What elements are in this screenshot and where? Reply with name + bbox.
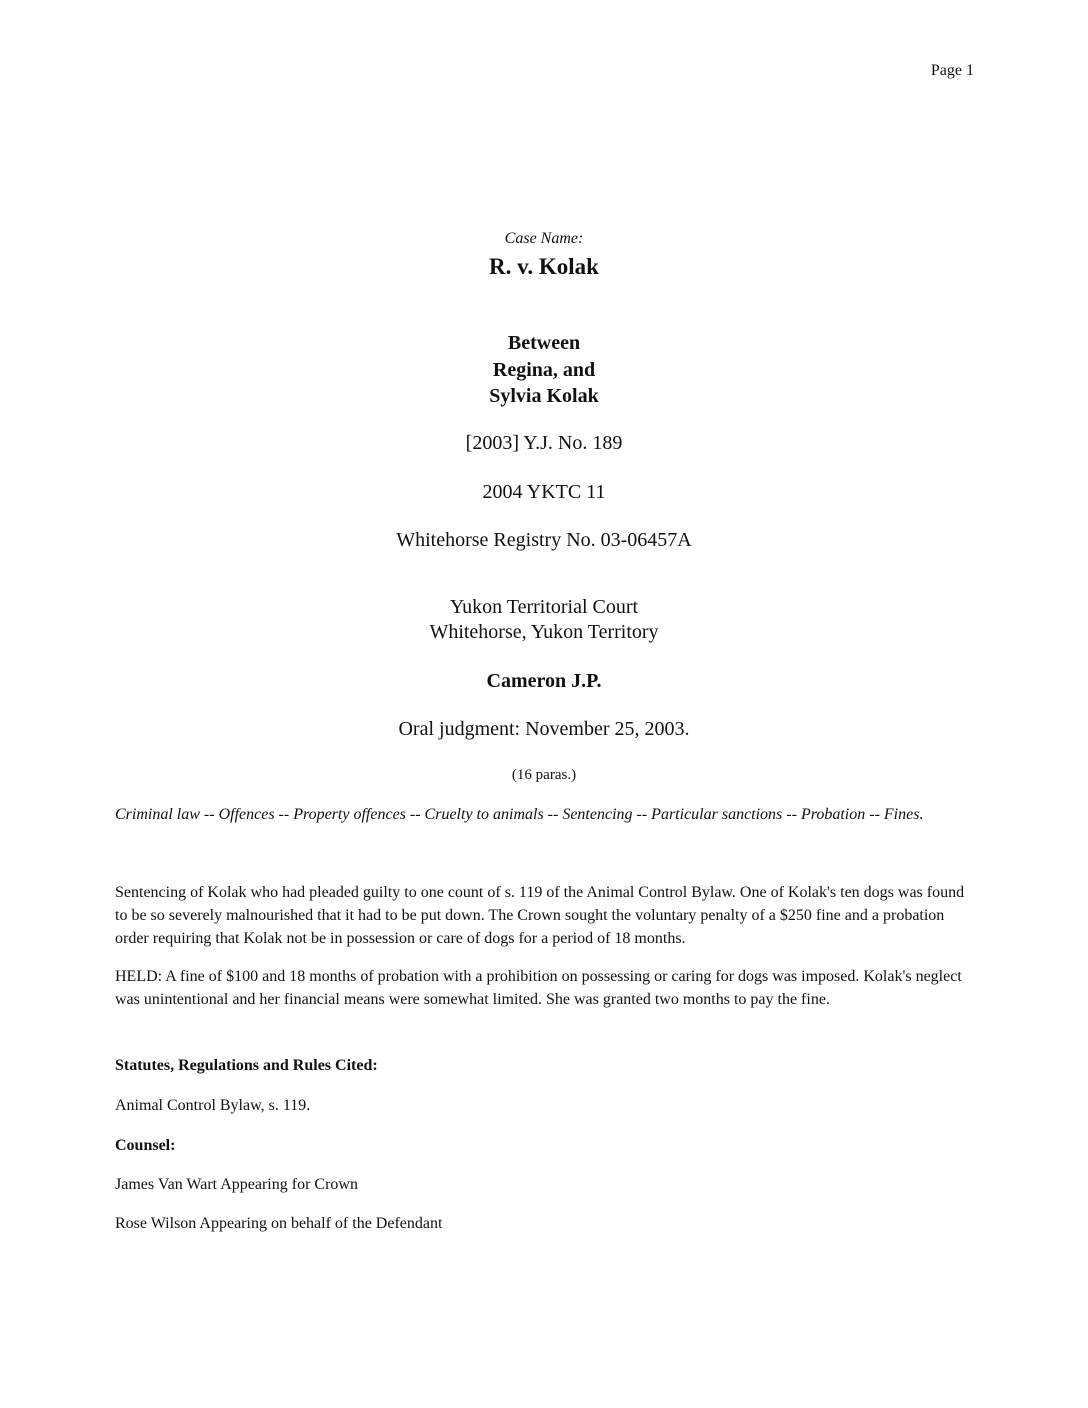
party-line-regina: Regina, and	[492, 358, 596, 381]
page-number: Page 1	[930, 62, 974, 79]
citation-yj: [2003] Y.J. No. 189	[465, 432, 623, 454]
judge-name: Cameron J.P.	[486, 670, 602, 692]
court-location: Whitehorse, Yukon Territory	[429, 621, 659, 643]
case-summary: Sentencing of Kolak who had pleaded guilty to one count of s. 119 of the Animal Control Bylaw. One of Kolak's ten dogs was found to be so severely malnourished that it had to be put down. The Crown sought the voluntary penalty of a $250 fine and a probation order requiring that Kolak not be in possession or care of dogs for a period of 18 months.	[115, 884, 965, 947]
party-line-defendant: Sylvia Kolak	[489, 385, 599, 407]
counsel-heading: Counsel:	[115, 1137, 176, 1154]
counsel-defendant: Rose Wilson Appearing on behalf of the Defendant	[115, 1215, 443, 1232]
court-block	[0, 595, 1088, 645]
judgment-date: Oral judgment: November 25, 2003.	[398, 718, 690, 740]
statutes-heading: Statutes, Regulations and Rules Cited:	[115, 1057, 378, 1074]
court-name: Yukon Territorial Court	[449, 596, 639, 618]
case-title: R. v. Kolak	[489, 254, 599, 279]
catchwords: Criminal law -- Offences -- Property offences -- Cruelty to animals -- Sentencing -- Particular sanctions -- Probation -- Fines.	[115, 806, 924, 823]
citation-yktc: 2004 YKTC 11	[482, 481, 606, 503]
parties-block	[0, 330, 1088, 410]
case-name-label: Case Name:	[504, 230, 584, 247]
statute-cited: Animal Control Bylaw, s. 119.	[115, 1097, 311, 1114]
party-line-between: Between	[507, 332, 581, 354]
counsel-crown: James Van Wart Appearing for Crown	[115, 1176, 358, 1193]
paragraph-count: (16 paras.)	[511, 767, 577, 783]
held-summary: HELD: A fine of $100 and 18 months of probation with a prohibition on possessing or caring for dogs was imposed. Kolak's neglect was unintentional and her financial means were somewhat limited. She was granted two months to pay the fine.	[115, 968, 962, 1008]
registry-number: Whitehorse Registry No. 03-06457A	[396, 529, 692, 551]
